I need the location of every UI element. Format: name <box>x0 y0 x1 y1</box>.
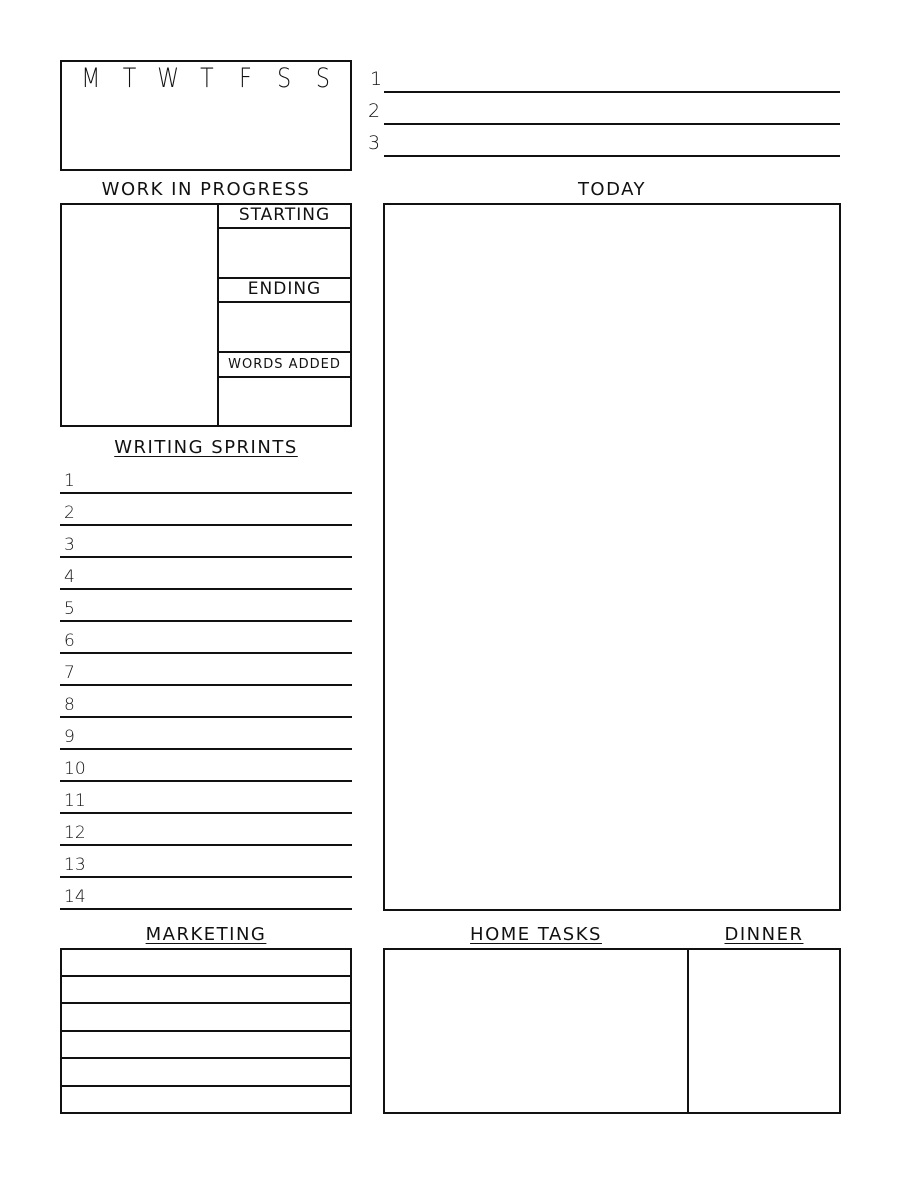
sprint-number: 13 <box>64 855 86 875</box>
weekday-wednesday[interactable]: W <box>157 63 180 94</box>
sprint-line[interactable] <box>60 556 352 558</box>
sprint-number: 7 <box>64 663 75 683</box>
marketing-row-rule[interactable] <box>60 1030 352 1032</box>
sprint-number: 14 <box>64 887 86 907</box>
priority-number-3: 3 <box>368 132 381 154</box>
starting-label: STARTING <box>238 205 331 225</box>
sprint-number: 8 <box>64 695 75 715</box>
sprint-line[interactable] <box>60 716 352 718</box>
sprint-line[interactable] <box>60 812 352 814</box>
priority-number-2: 2 <box>368 100 381 122</box>
marketing-row-rule[interactable] <box>60 1057 352 1059</box>
sprint-line[interactable] <box>60 876 352 878</box>
today-box[interactable] <box>383 203 841 911</box>
weekday-thursday[interactable]: T <box>200 63 215 94</box>
weekday-row <box>72 63 343 94</box>
sprint-number: 11 <box>64 791 86 811</box>
wip-notes-field[interactable] <box>62 205 216 425</box>
weekday-sunday[interactable]: S <box>315 63 331 94</box>
sprint-line[interactable] <box>60 780 352 782</box>
wip-heading: WORK IN PROGRESS <box>101 179 311 200</box>
words-added-field[interactable] <box>219 378 350 425</box>
weekday-tuesday[interactable]: T <box>122 63 138 94</box>
sprint-number: 6 <box>64 631 75 651</box>
dinner-field[interactable] <box>689 950 839 1112</box>
weekday-saturday[interactable]: S <box>277 63 293 94</box>
week-tracker-box <box>60 60 352 171</box>
home-tasks-field[interactable] <box>385 950 686 1112</box>
writing-sprints-heading: WRITING SPRINTS <box>114 437 298 458</box>
sprint-line[interactable] <box>60 652 352 654</box>
today-heading: TODAY <box>577 179 647 200</box>
words-added-label: WORDS ADDED <box>228 357 341 372</box>
marketing-heading: MARKETING <box>145 924 267 945</box>
sprint-number: 10 <box>64 759 86 779</box>
priority-line-3[interactable] <box>384 155 840 157</box>
sprint-number: 1 <box>64 471 75 491</box>
sprint-line[interactable] <box>60 748 352 750</box>
sprint-line[interactable] <box>60 492 352 494</box>
priority-number-1: 1 <box>370 68 383 90</box>
marketing-row-rule[interactable] <box>60 1002 352 1004</box>
sprint-line[interactable] <box>60 620 352 622</box>
sprint-line[interactable] <box>60 524 352 526</box>
weekday-friday[interactable]: F <box>239 63 253 94</box>
ending-label: ENDING <box>247 279 322 299</box>
sprint-number: 12 <box>64 823 86 843</box>
sprint-number: 2 <box>64 503 75 523</box>
sprint-number: 4 <box>64 567 75 587</box>
priority-line-1[interactable] <box>384 91 840 93</box>
sprint-line[interactable] <box>60 844 352 846</box>
home-tasks-heading: HOME TASKS <box>470 924 602 945</box>
sprint-number: 3 <box>64 535 75 555</box>
sprint-line[interactable] <box>60 684 352 686</box>
starting-field[interactable] <box>219 229 350 277</box>
weekday-monday[interactable]: M <box>81 63 102 94</box>
sprint-line[interactable] <box>60 908 352 910</box>
marketing-row-rule[interactable] <box>60 1085 352 1087</box>
dinner-heading: DINNER <box>724 924 804 945</box>
ending-field[interactable] <box>219 303 350 351</box>
sprint-number: 9 <box>64 727 75 747</box>
priority-line-2[interactable] <box>384 123 840 125</box>
marketing-row-rule[interactable] <box>60 975 352 977</box>
sprint-line[interactable] <box>60 588 352 590</box>
sprint-number: 5 <box>64 599 75 619</box>
